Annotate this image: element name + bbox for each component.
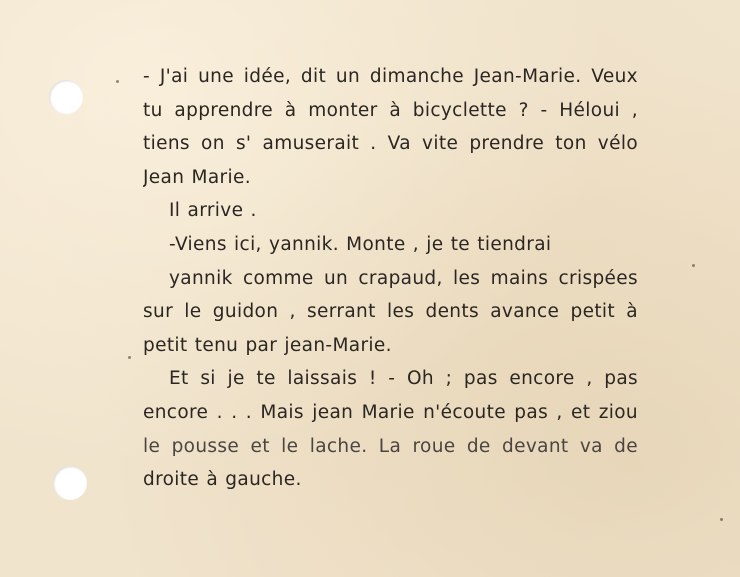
text-line: - J'ai une idée, dit un dimanche Jean-Marie. Veux — [143, 66, 638, 87]
text-line: Jean Marie. — [143, 166, 251, 188]
handwritten-text-block — [143, 60, 638, 497]
text-line: Il arrive . — [169, 200, 257, 222]
text-line: -Viens ici, yannik. Monte , je te tiendrai — [169, 233, 552, 255]
text-line: tiens on s' amuserait . Va vite prendre ton vélo — [143, 133, 638, 155]
punch-hole-top — [49, 80, 83, 114]
ink-speck — [116, 80, 119, 83]
text-line: encore . . . Mais jean Marie n'écoute pas , et ziou — [143, 401, 638, 423]
text-line: petit tenu par jean-Marie. — [143, 334, 392, 356]
text-line: Et si je te laissais ! - Oh ; pas encore , pas — [169, 368, 638, 390]
text-line: tu apprendre à monter à bicyclette ? - Héloui , — [143, 99, 638, 121]
ink-speck — [692, 264, 695, 267]
punch-hole-bottom — [53, 466, 87, 500]
ink-speck — [128, 356, 131, 359]
ink-speck — [720, 518, 723, 521]
text-line: sur le guidon , serrant les dents avance petit à — [143, 301, 638, 323]
text-line: droite à gauche. — [143, 469, 302, 491]
text-line: yannik comme un crapaud, les mains crispées — [169, 267, 638, 289]
text-line: le pousse et le lache. La roue de devant va de — [143, 435, 638, 457]
